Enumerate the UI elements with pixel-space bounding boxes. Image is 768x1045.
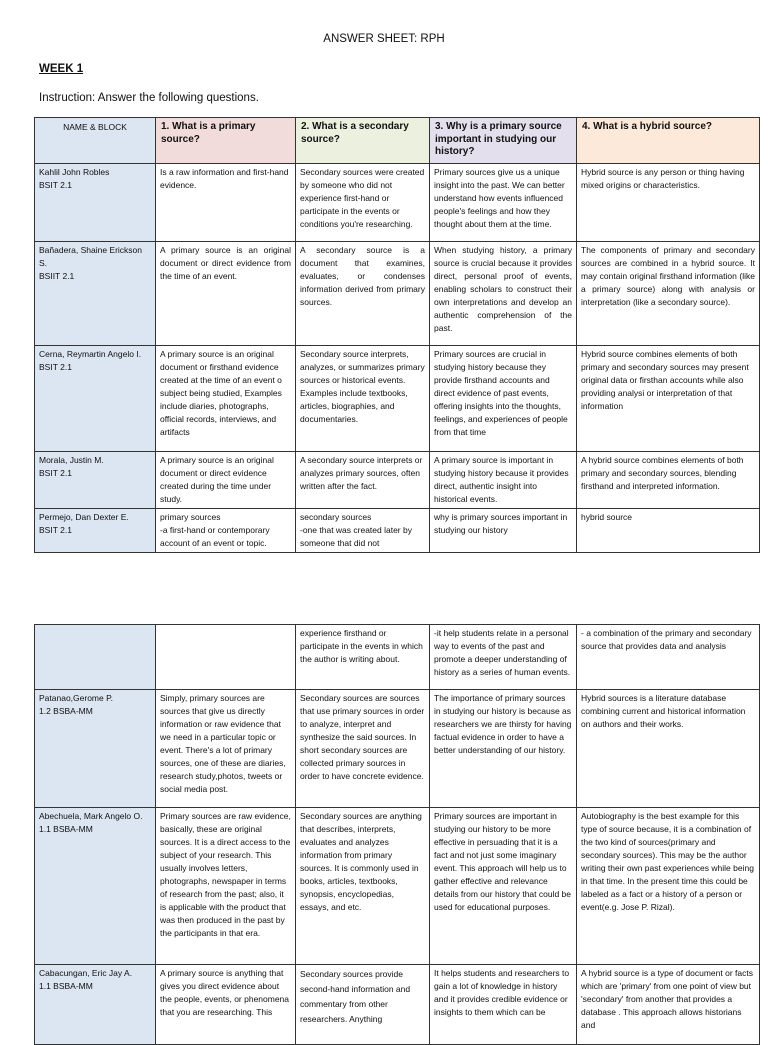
answer-q1: Is a raw information and first-hand evidence.	[156, 164, 296, 242]
answer-q3: -it help students relate in a personal way to events of the past and promote a deeper understanding of history as a series of human events.	[430, 625, 577, 690]
table-row	[35, 808, 760, 965]
header-q4: 4. What is a hybrid source?	[577, 118, 760, 164]
table-row	[35, 346, 760, 452]
answer-q3: It helps students and researchers to gain a lot of knowledge in history and it provides credible evidence or insights to them which can be	[430, 965, 577, 1045]
answer-q4: Hybrid source is any person or thing having mixed origins or characteristics.	[577, 164, 760, 242]
answer-q1: Simply, primary sources are sources that give us directly information or raw evidence that we need in a particular topic or event. There's a lot of primary sources, one of these are diaries, research study,photos, tweets or social media post.	[156, 690, 296, 808]
answer-table-2	[34, 624, 760, 1045]
answer-q2: Secondary sources were created by someone who did not experience first-hand or participate in the events or conditions you're researching.	[296, 164, 430, 242]
table-row	[35, 690, 760, 808]
header-q3: 3. Why is a primary source important in studying our history?	[430, 118, 577, 164]
student-name: Abechuela, Mark Angelo O. 1.1 BSBA-MM	[35, 808, 156, 965]
student-name	[35, 625, 156, 690]
answer-q4: - a combination of the primary and secondary source that provides data and analysis	[577, 625, 760, 690]
student-name: Cerna, Reymartin Angelo I. BSIT 2.1	[35, 346, 156, 452]
answer-q3: Primary sources give us a unique insight into the past. We can better understand how events influenced people's feelings and how they thought about them at the time.	[430, 164, 577, 242]
table-row	[35, 164, 760, 242]
answer-q3: When studying history, a primary source is crucial because it provides direct, personal proof of events, enabling scholars to construct their own interpretations and develop an authentic comprehension of the past.	[430, 242, 577, 346]
answer-q2: Secondary sources are anything that describes, interprets, evaluates and analyzes information from primary sources. It is commonly used in books, articles, textbooks, synopsis, encyclopedias, essays, and etc.	[296, 808, 430, 965]
document-title: ANSWER SHEET: RPH	[323, 33, 445, 45]
student-name: Kahlil John Robles BSIT 2.1	[35, 164, 156, 242]
table-row	[35, 452, 760, 509]
answer-q2: A secondary source interprets or analyzes primary sources, often written after the fact.	[296, 452, 430, 509]
answer-q4: Hybrid source combines elements of both primary and secondary sources may present original data or firsthan accounts while also providing analysi or interpretation of that information	[577, 346, 760, 452]
answer-q3: why is primary sources important in studying our history	[430, 509, 577, 553]
answer-q2: A secondary source is a document that examines, evaluates, or condenses information derived from primary sources.	[296, 242, 430, 346]
table-row	[35, 242, 760, 346]
answer-q2: experience firsthand or participate in the events in which the author is writing about.	[296, 625, 430, 690]
answer-q4: A hybrid source combines elements of both primary and secondary sources, blending firsthand and interpreted information.	[577, 452, 760, 509]
answer-q2: Secondary sources provide second-hand information and commentary from other researchers. Anything	[296, 965, 430, 1045]
answer-q1: Primary sources are raw evidence, basically, these are original sources. It is a direct access to the subject of your research. This usually involves letters, photographs, newspaper in terms of research from the past; also, it is applicable with the product that was then produced in the past by the participants in that era.	[156, 808, 296, 965]
answer-q2: secondary sources -one that was created later by someone that did not	[296, 509, 430, 553]
answer-q2: Secondary sources are sources that use primary sources in order to analyze, interpret and synthesize the said sources. In short secondary sources are collected primary sources in order to have concrete evidence.	[296, 690, 430, 808]
answer-q3: Primary sources are important in studying our history to be more effective in persuading that it is a fact and not just some imaginary event. This approach will help us to gather effective and relevance details from our history that could be used for educational purposes.	[430, 808, 577, 965]
answer-q1: A primary source is an original document or firsthand evidence created at the time of an event o subject being studied, Examples include diaries, photographs, official records, interviews, and artifacts	[156, 346, 296, 452]
answer-q1: A primary source is an original document or direct evidence created during the time under study.	[156, 452, 296, 509]
answer-q4: hybrid source	[577, 509, 760, 553]
answer-q1: primary sources -a first-hand or contemporary account of an event or topic.	[156, 509, 296, 553]
student-name: Cabacungan, Eric Jay A. 1.1 BSBA-MM	[35, 965, 156, 1045]
header-q1: 1. What is a primary source?	[156, 118, 296, 164]
answer-q3: A primary source is important in studying history because it provides direct, authentic insight into historical events.	[430, 452, 577, 509]
student-name: Patanao,Gerome P. 1.2 BSBA-MM	[35, 690, 156, 808]
answer-q3: Primary sources are crucial in studying history because they provide firsthand accounts and direct evidence of past events, offering insights into the thoughts, feelings, and experiences of people from that time	[430, 346, 577, 452]
answer-q1: A primary source is an original document or direct evidence from the time of an event.	[156, 242, 296, 346]
instruction-text: Instruction: Answer the following questions.	[39, 92, 259, 104]
answer-q4: The components of primary and secondary sources are combined in a hybrid source. It may contain original firsthand information (like a primary source) along with analysis or interpretation (like a secondary source).	[577, 242, 760, 346]
answer-q4: Hybrid sources is a literature database combining current and historical information on authors and their works.	[577, 690, 760, 808]
table-row	[35, 625, 760, 690]
answer-table-1	[34, 117, 760, 553]
answer-q1: A primary source is anything that gives you direct evidence about the people, events, or phenomena that you are researching. This	[156, 965, 296, 1045]
answer-q4: Autobiography is the best example for this type of source because, it is a combination of the two kind of sources(primary and secondary sources). This may be the author writing their own past experiences while being in that time. In the present time this could be labeled as a fact or a history of a person or event(e.g. Jose P. Rizal).	[577, 808, 760, 965]
student-name: Bañadera, Shaine Erickson S. BSIIT 2.1	[35, 242, 156, 346]
header-name-block: NAME & BLOCK	[35, 118, 156, 164]
student-name: Permejo, Dan Dexter E. BSIT 2.1	[35, 509, 156, 553]
header-q2: 2. What is a secondary source?	[296, 118, 430, 164]
table-row	[35, 509, 760, 553]
week-heading: WEEK 1	[39, 63, 84, 75]
table-row	[35, 965, 760, 1045]
answer-q4: A hybrid source is a type of document or facts which are 'primary' from one point of view but 'secondary' from another that provides a database . This approach allows historians and	[577, 965, 760, 1045]
answer-q1	[156, 625, 296, 690]
answer-q2: Secondary source interprets, analyzes, or summarizes primary sources or historical events. Examples include textbooks, articles, biographies, and documentaries.	[296, 346, 430, 452]
answer-q3: The importance of primary sources in studying our history is because as researchers we are thirsty for having factual evidence in order to have a better understanding of our history.	[430, 690, 577, 808]
student-name: Morala, Justin M. BSIT 2.1	[35, 452, 156, 509]
